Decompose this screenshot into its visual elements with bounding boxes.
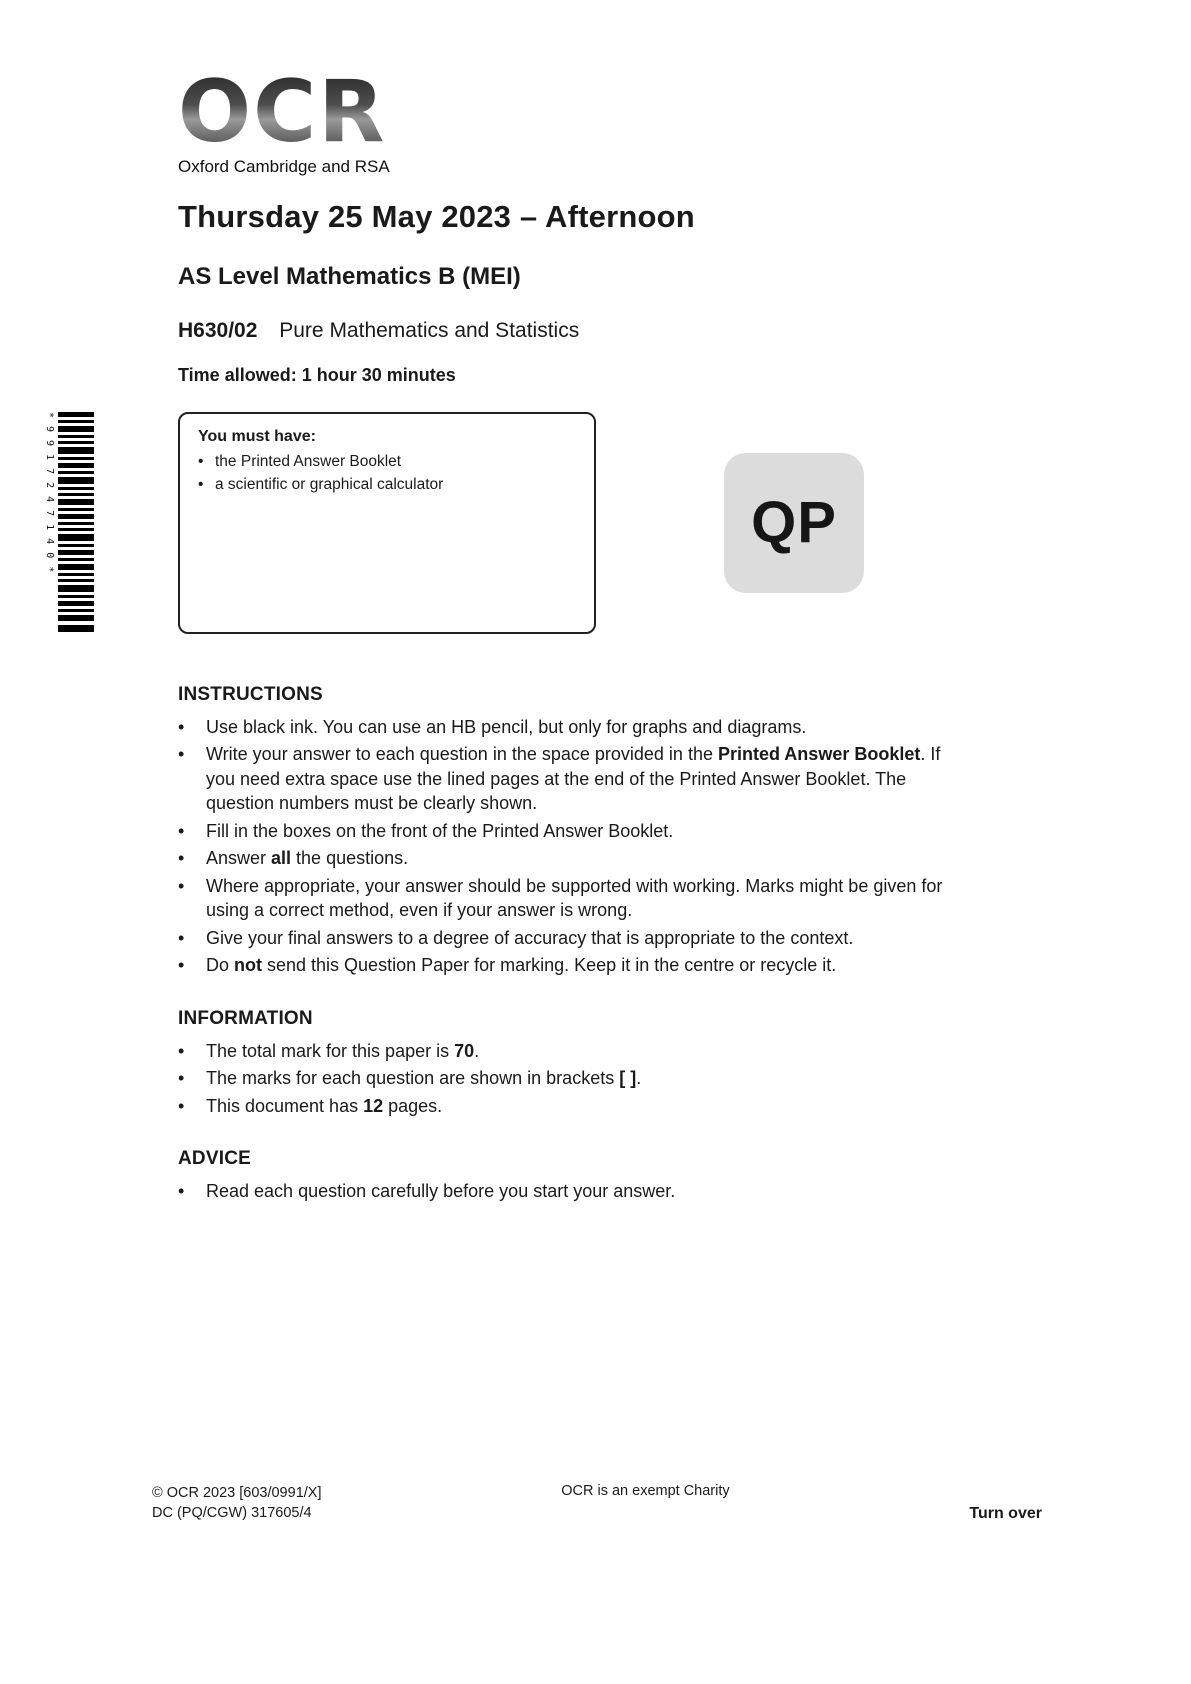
bullet-text: Give your final answers to a degree of accuracy that is appropriate to the context. (206, 927, 854, 948)
bullet-text: a scientific or graphical calculator (215, 475, 444, 493)
bullet-marker: • (178, 1040, 185, 1061)
information-section (178, 1008, 968, 1119)
qualification-title: AS Level Mathematics B (MEI) (178, 262, 521, 290)
bullet-marker: • (178, 744, 185, 765)
bullet-marker: • (178, 1068, 185, 1089)
bullet-item (178, 953, 968, 978)
bullet-item (178, 874, 968, 923)
supplies-row (178, 412, 968, 634)
bullet-text: Fill in the boxes on the front of the Printed Answer Booklet. (206, 820, 674, 841)
bullet-item (178, 846, 968, 871)
brand-block (178, 62, 968, 177)
bullet-item (198, 474, 576, 495)
ocr-logo: OCR (178, 62, 387, 162)
copyright-line: © OCR 2023 [603/0991/X] (152, 1485, 322, 1501)
bullet-item (178, 1066, 968, 1091)
bullet-text: Do not send this Question Paper for marking. Keep it in the centre or recycle it. (206, 955, 837, 976)
bullet-marker: • (178, 1181, 185, 1202)
paper-name: Pure Mathematics and Statistics (279, 318, 580, 342)
barcode-bars-icon (58, 412, 94, 632)
bullet-text: The total mark for this paper is 70. (206, 1040, 480, 1061)
bullet-text: the Printed Answer Booklet (215, 452, 402, 470)
bullet-marker: • (178, 848, 185, 869)
paper-code: H630/02 (178, 318, 258, 342)
information-list (178, 1039, 968, 1119)
bullet-text: Answer all the questions. (206, 848, 409, 869)
barcode (44, 412, 94, 632)
instructions-section (178, 684, 968, 978)
main-content (178, 62, 968, 1234)
bullet-marker: • (178, 927, 185, 948)
instructions-heading: INSTRUCTIONS (178, 683, 323, 705)
bullet-marker: • (178, 716, 185, 737)
paper-code-line (178, 319, 968, 343)
bullet-marker: • (178, 955, 185, 976)
bullet-item (178, 1039, 968, 1064)
bullet-marker: • (198, 452, 204, 470)
time-allowed: Time allowed: 1 hour 30 minutes (178, 364, 456, 385)
bullet-item (178, 1179, 968, 1204)
exam-date-title: Thursday 25 May 2023 – Afternoon (178, 198, 695, 234)
bullet-marker: • (178, 1095, 185, 1116)
bullet-item (178, 742, 968, 816)
bullet-marker: • (198, 475, 204, 493)
bullet-text: Use black ink. You can use an HB pencil, but only for graphs and diagrams. (206, 716, 807, 737)
bullet-text: The marks for each question are shown in brackets [ ]. (206, 1068, 642, 1089)
bullet-text: Where appropriate, your answer should be supported with working. Marks might be given for using a correct method, even if your answer is wrong. (206, 875, 943, 921)
turn-over-label: Turn over (969, 1505, 1042, 1522)
bullet-item (198, 451, 576, 472)
sections (178, 684, 968, 1204)
bullet-item (178, 819, 968, 844)
bullet-text: Write your answer to each question in the space provided in the Printed Answer Booklet. If you need extra space use the lined pages at the end of the Printed Answer Booklet. The question numbers must be clearly shown. (206, 744, 941, 814)
must-have-list (198, 451, 576, 495)
bullet-text: This document has 12 pages. (206, 1095, 443, 1116)
advice-heading: ADVICE (178, 1148, 251, 1170)
doc-reference-line: DC (PQ/CGW) 317605/4 (152, 1505, 312, 1521)
bullet-marker: • (178, 875, 185, 896)
advice-list (178, 1179, 968, 1204)
information-heading: INFORMATION (178, 1007, 313, 1029)
qp-badge: QP (724, 453, 864, 593)
bullet-item (178, 1094, 968, 1119)
bullet-marker: • (178, 820, 185, 841)
bullet-text: Read each question carefully before you start your answer. (206, 1181, 676, 1202)
advice-section (178, 1148, 968, 1204)
instructions-list (178, 715, 968, 978)
must-have-title: You must have: (198, 427, 316, 445)
bullet-item (178, 926, 968, 951)
barcode-text: *9917247140* (44, 412, 55, 581)
charity-note: OCR is an exempt Charity (561, 1483, 730, 1499)
page-footer (152, 1483, 1042, 1523)
bullet-item (178, 715, 968, 740)
footer-left (152, 1483, 321, 1523)
brand-tagline: Oxford Cambridge and RSA (178, 156, 390, 176)
you-must-have-box (178, 412, 596, 634)
